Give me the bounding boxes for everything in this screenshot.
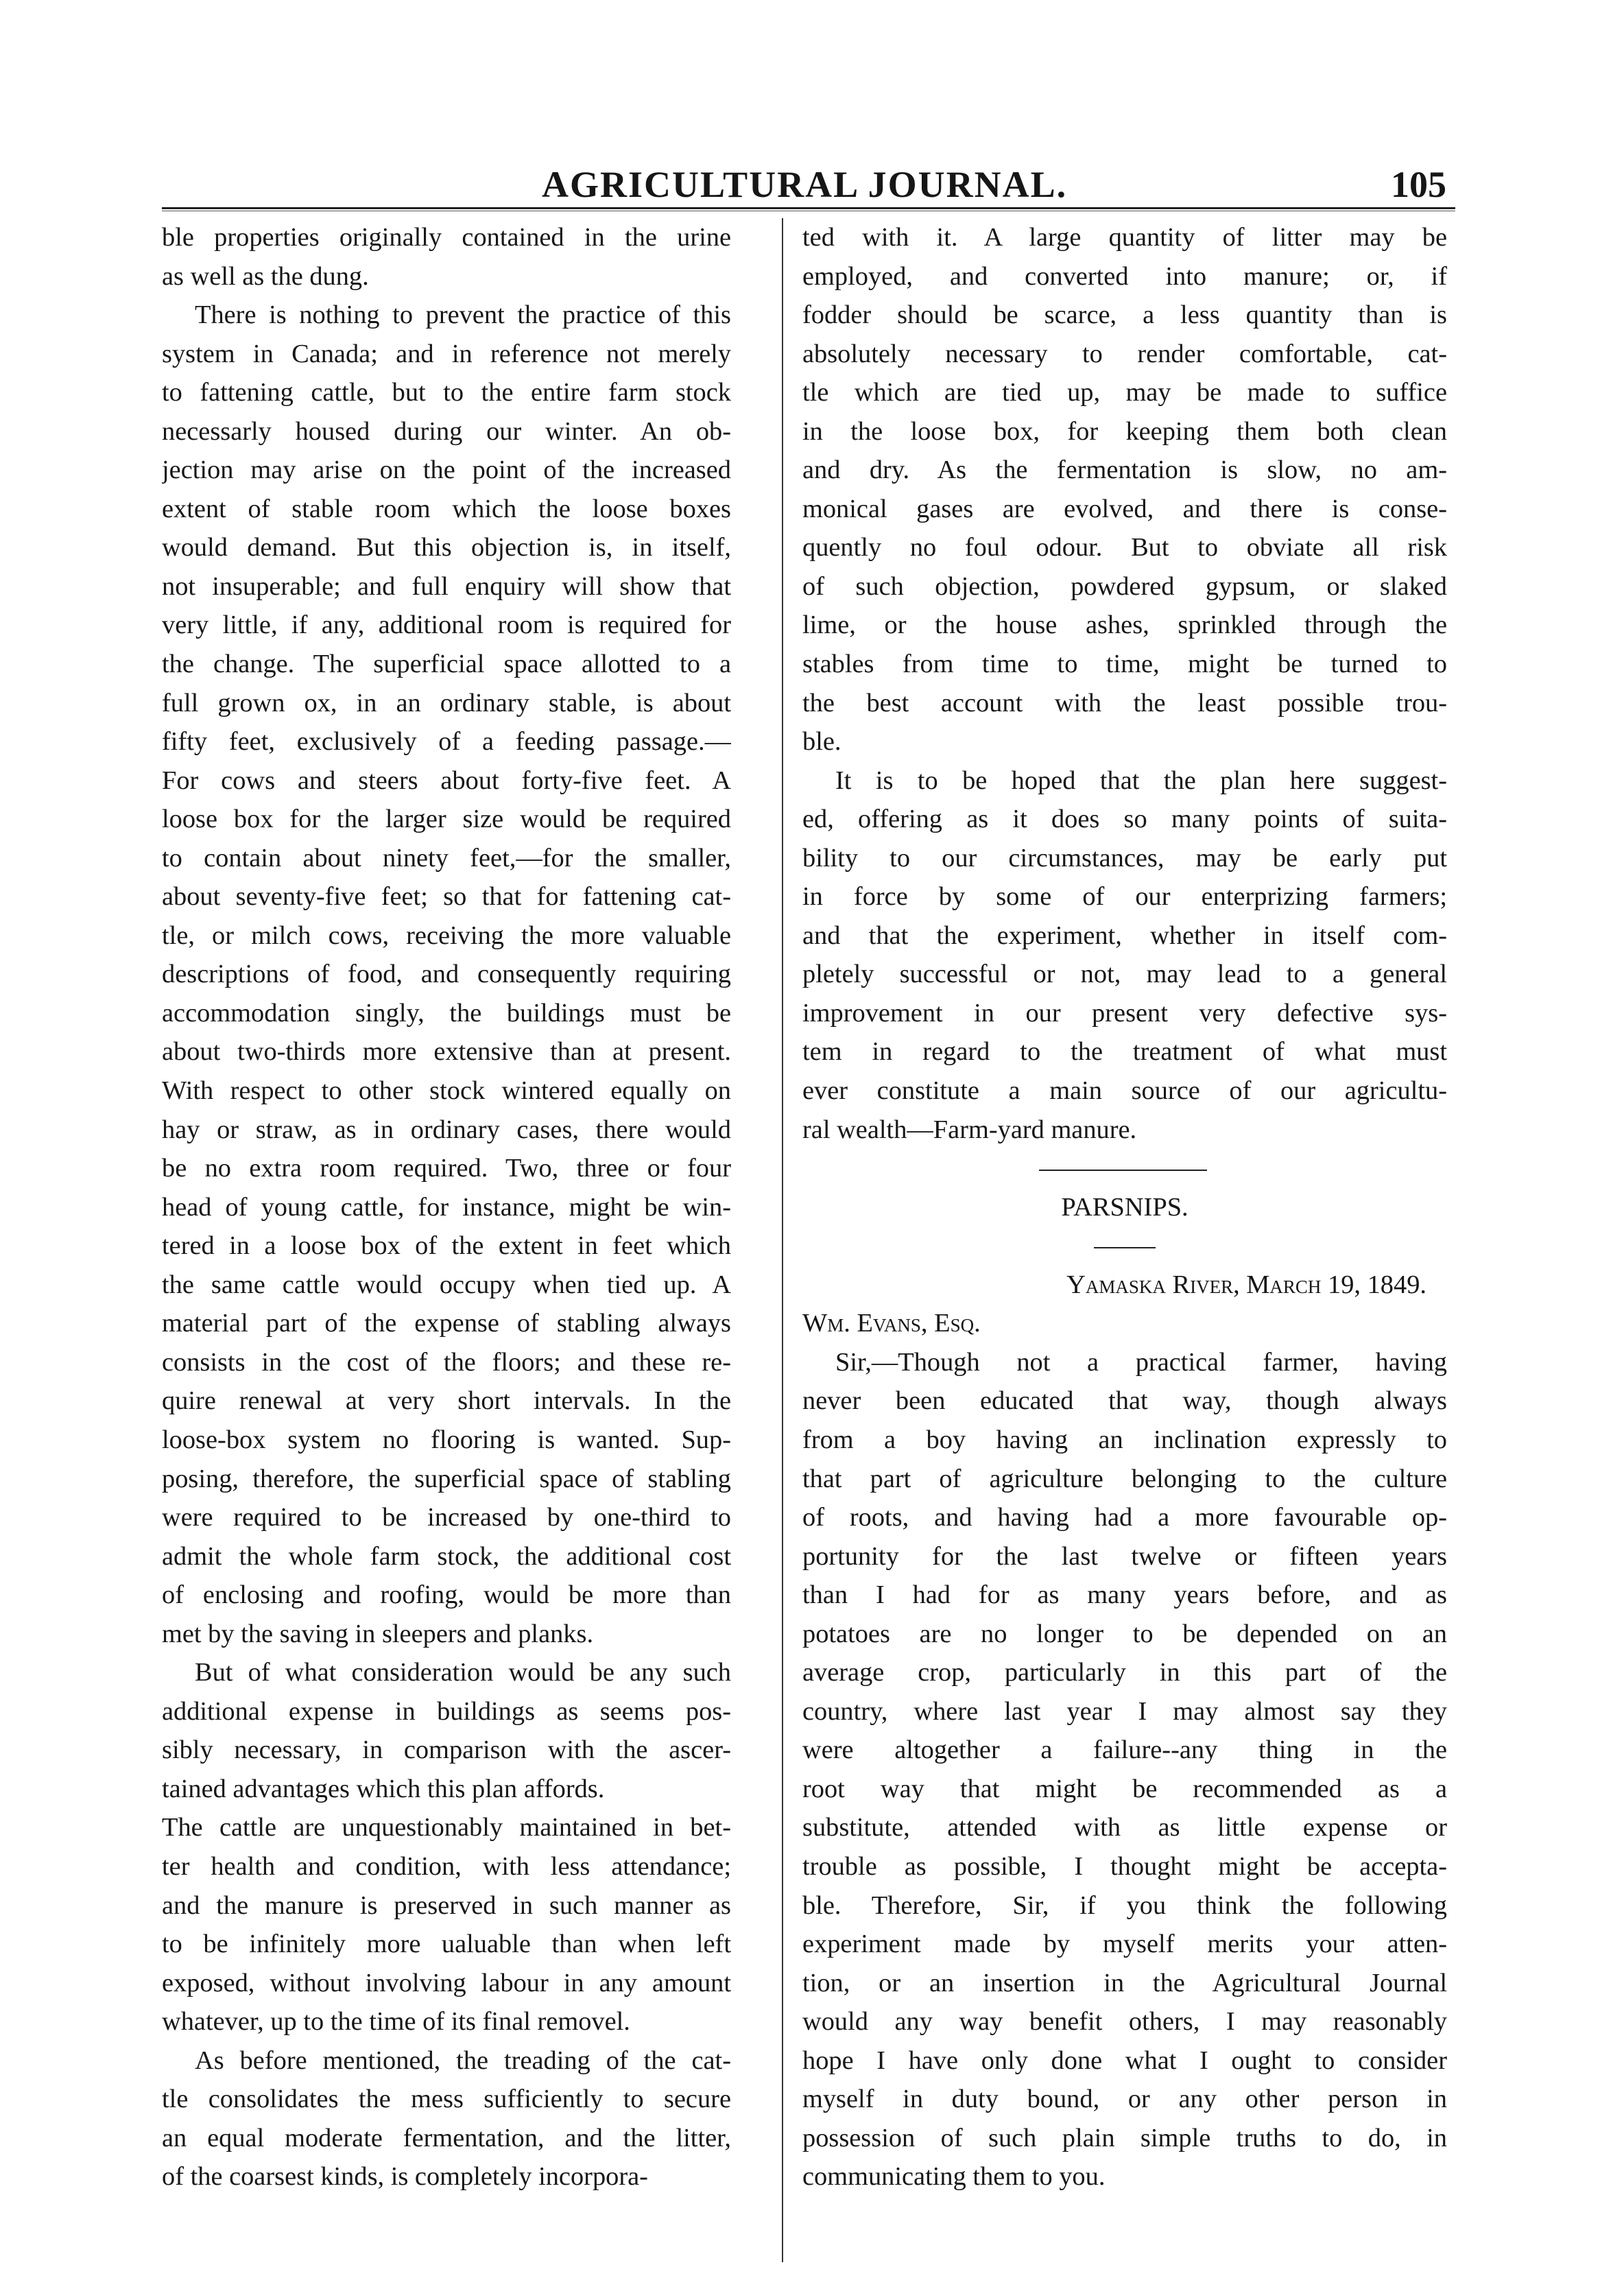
text-line: myself in duty bound, or any other person in xyxy=(802,2085,1447,2114)
text-line: tle, or milch cows, receiving the more valuable xyxy=(162,921,731,950)
header-rule xyxy=(162,207,1455,211)
text-line: As before mentioned, the treading of the cat- xyxy=(195,2045,731,2075)
text-line: accommodation singly, the buildings must be xyxy=(162,998,731,1028)
text-line: ter health and condition, with less attendance; xyxy=(162,1851,731,1881)
text-line: ble properties originally contained in the urine xyxy=(162,223,731,252)
text-line: tem in regard to the treatment of what must xyxy=(802,1037,1447,1067)
left-column xyxy=(162,218,731,2196)
text-line: exposed, without involving labour in any amount xyxy=(162,1968,731,1997)
text-line: in force by some of our enterprizing farmers; xyxy=(802,882,1447,912)
text-line: ever constitute a main source of our agricultu- xyxy=(802,1076,1447,1106)
text-line: possession of such plain simple truths to do, in xyxy=(802,2123,1447,2152)
text-line: never been educated that way, though always xyxy=(802,1386,1447,1416)
text-line: country, where last year I may almost say they xyxy=(802,1696,1447,1726)
text-line: It is to be hoped that the plan here suggest- xyxy=(835,766,1447,795)
page-number: 105 xyxy=(1391,164,1446,205)
text-line: absolutely necessary to render comfortable, cat- xyxy=(802,339,1447,368)
text-line: to contain about ninety feet,—for the smaller, xyxy=(162,843,731,873)
text-line: whatever, up to the time of its final removel. xyxy=(162,2007,630,2037)
text-line: head of young cattle, for instance, might be win- xyxy=(162,1192,731,1222)
right-column-continuation xyxy=(802,218,1447,1149)
text-line: not insuperable; and full enquiry will show that xyxy=(162,571,731,601)
text-line: from a boy having an inclination expressly to xyxy=(802,1425,1447,1454)
text-line: and that the experiment, whether in itself com- xyxy=(802,921,1447,950)
text-line: loose box for the larger size would be required xyxy=(162,805,731,834)
text-line: fifty feet, exclusively of a feeding passage.— xyxy=(162,727,731,757)
text-line: quire renewal at very short intervals. In the xyxy=(162,1386,731,1416)
text-line: of the coarsest kinds, is completely incorpora- xyxy=(162,2162,648,2192)
text-line: experiment made by myself merits your atten- xyxy=(802,1930,1447,1959)
text-line: Sir,—Though not a practical farmer, having xyxy=(835,1347,1447,1377)
text-line: loose-box system no flooring is wanted. Sup- xyxy=(162,1425,731,1454)
text-line: hope I have only done what I ought to consider xyxy=(802,2045,1447,2075)
text-line: portunity for the last twelve or fifteen years xyxy=(802,1541,1447,1571)
text-line: There is nothing to prevent the practice of this xyxy=(195,300,731,330)
text-line: quently no foul odour. But to obviate all risk xyxy=(802,533,1447,562)
text-line: substitute, attended with as little expense or xyxy=(802,1813,1447,1842)
text-line: For cows and steers about forty-five feet. A xyxy=(162,766,731,795)
text-line: to fattening cattle, but to the entire farm stock xyxy=(162,378,731,407)
text-line: the best account with the least possible trou- xyxy=(802,688,1447,717)
text-line: monical gases are evolved, and there is conse- xyxy=(802,494,1447,523)
text-line: would any way benefit others, I may reasonably xyxy=(802,2007,1447,2037)
text-line: ed, offering as it does so many points of suita- xyxy=(802,805,1447,834)
text-line: tered in a loose box of the extent in feet which xyxy=(162,1231,731,1261)
text-line: ble. xyxy=(802,727,841,757)
heading-rule xyxy=(802,1226,1447,1266)
text-line: very little, if any, additional room is required for xyxy=(162,610,731,640)
text-line: and dry. As the fermentation is slow, no am- xyxy=(802,455,1447,485)
text-line: about two-thirds more extensive than at present. xyxy=(162,1037,731,1067)
text-line: in the loose box, for keeping them both clean xyxy=(802,416,1447,446)
text-line: posing, therefore, the superficial space of stabling xyxy=(162,1464,731,1493)
text-line: pletely successful or not, may lead to a general xyxy=(802,960,1447,989)
text-line: the change. The superficial space allotted to a xyxy=(162,650,731,679)
letter-addressee: Wm. Evans, Esq. xyxy=(802,1309,981,1338)
text-line: than I had for as many years before, and as xyxy=(802,1580,1447,1610)
text-line: ble. Therefore, Sir, if you think the following xyxy=(802,1890,1447,1920)
text-line: of such objection, powdered gypsum, or slaked xyxy=(802,571,1447,601)
text-line: employed, and converted into manure; or, if xyxy=(802,261,1447,291)
text-line: admit the whole farm stock, the additional cost xyxy=(162,1541,731,1571)
text-line: to be infinitely more ualuable than when left xyxy=(162,1930,731,1959)
text-line: met by the saving in sleepers and planks. xyxy=(162,1619,594,1648)
text-line: consists in the cost of the floors; and these re- xyxy=(162,1347,731,1377)
text-line: system in Canada; and in reference not merely xyxy=(162,339,731,368)
text-line: descriptions of food, and consequently requiring xyxy=(162,960,731,989)
text-line: ted with it. A large quantity of litter may be xyxy=(802,223,1447,252)
text-line: average crop, particularly in this part of the xyxy=(802,1658,1447,1687)
text-line: of enclosing and roofing, would be more than xyxy=(162,1580,731,1610)
text-line: sibly necessary, in comparison with the ascer- xyxy=(162,1735,731,1765)
text-line: were altogether a failure--any thing in the xyxy=(802,1735,1447,1765)
text-line: lime, or the house ashes, sprinkled through the xyxy=(802,610,1447,640)
text-line: an equal moderate fermentation, and the litter, xyxy=(162,2123,731,2152)
section-heading: PARSNIPS. xyxy=(1061,1192,1189,1222)
text-line: would demand. But this objection is, in itself, xyxy=(162,533,731,562)
section-rule xyxy=(802,1149,1447,1188)
text-line: fodder should be scarce, a less quantity than is xyxy=(802,300,1447,330)
column-divider xyxy=(782,218,783,2262)
text-line: stables from time to time, might be turned to xyxy=(802,650,1447,679)
text-line: hay or straw, as in ordinary cases, there would xyxy=(162,1115,731,1144)
text-line: ral wealth—Farm-yard manure. xyxy=(802,1115,1137,1144)
text-line: But of what consideration would be any such xyxy=(195,1658,731,1687)
letter-dateline: Yamaska River, March 19, 1849. xyxy=(1066,1270,1426,1299)
text-line: be no extra room required. Two, three or four xyxy=(162,1154,731,1183)
text-line: extent of stable room which the loose boxes xyxy=(162,494,731,523)
text-line: communicating them to you. xyxy=(802,2162,1106,2192)
text-line: that part of agriculture belonging to the culture xyxy=(802,1464,1447,1493)
text-line: jection may arise on the point of the increased xyxy=(162,455,731,485)
text-line: tle which are tied up, may be made to suffice xyxy=(802,378,1447,407)
text-line: were required to be increased by one-third to xyxy=(162,1503,731,1532)
right-column xyxy=(802,218,1447,2196)
text-line: The cattle are unquestionably maintained in bet- xyxy=(162,1813,731,1842)
letter-body xyxy=(802,1343,1447,2196)
text-line: tle consolidates the mess sufficiently to secure xyxy=(162,2085,731,2114)
text-line: additional expense in buildings as seems pos- xyxy=(162,1696,731,1726)
text-line: tion, or an insertion in the Agricultural Journal xyxy=(802,1968,1447,1997)
text-line: bility to our circumstances, may be early put xyxy=(802,843,1447,873)
text-line: With respect to other stock wintered equally on xyxy=(162,1076,731,1106)
text-line: about seventy-five feet; so that for fattening cat- xyxy=(162,882,731,912)
text-line: improvement in our present very defective sys- xyxy=(802,998,1447,1028)
text-line: of roots, and having had a more favourable op- xyxy=(802,1503,1447,1532)
text-line: and the manure is preserved in such manner as xyxy=(162,1890,731,1920)
text-line: root way that might be recommended as a xyxy=(802,1774,1447,1803)
text-line: the same cattle would occupy when tied up. A xyxy=(162,1270,731,1299)
text-line: material part of the expense of stabling always xyxy=(162,1309,731,1338)
text-line: tained advantages which this plan affords. xyxy=(162,1774,605,1803)
text-line: as well as the dung. xyxy=(162,261,369,291)
text-line: full grown ox, in an ordinary stable, is about xyxy=(162,688,731,717)
text-line: potatoes are no longer to be depended on an xyxy=(802,1619,1447,1648)
text-line: necessarly housed during our winter. An ob- xyxy=(162,416,731,446)
text-line: trouble as possible, I thought might be accepta- xyxy=(802,1851,1447,1881)
running-head-title: AGRICULTURAL JOURNAL. xyxy=(542,164,1068,205)
